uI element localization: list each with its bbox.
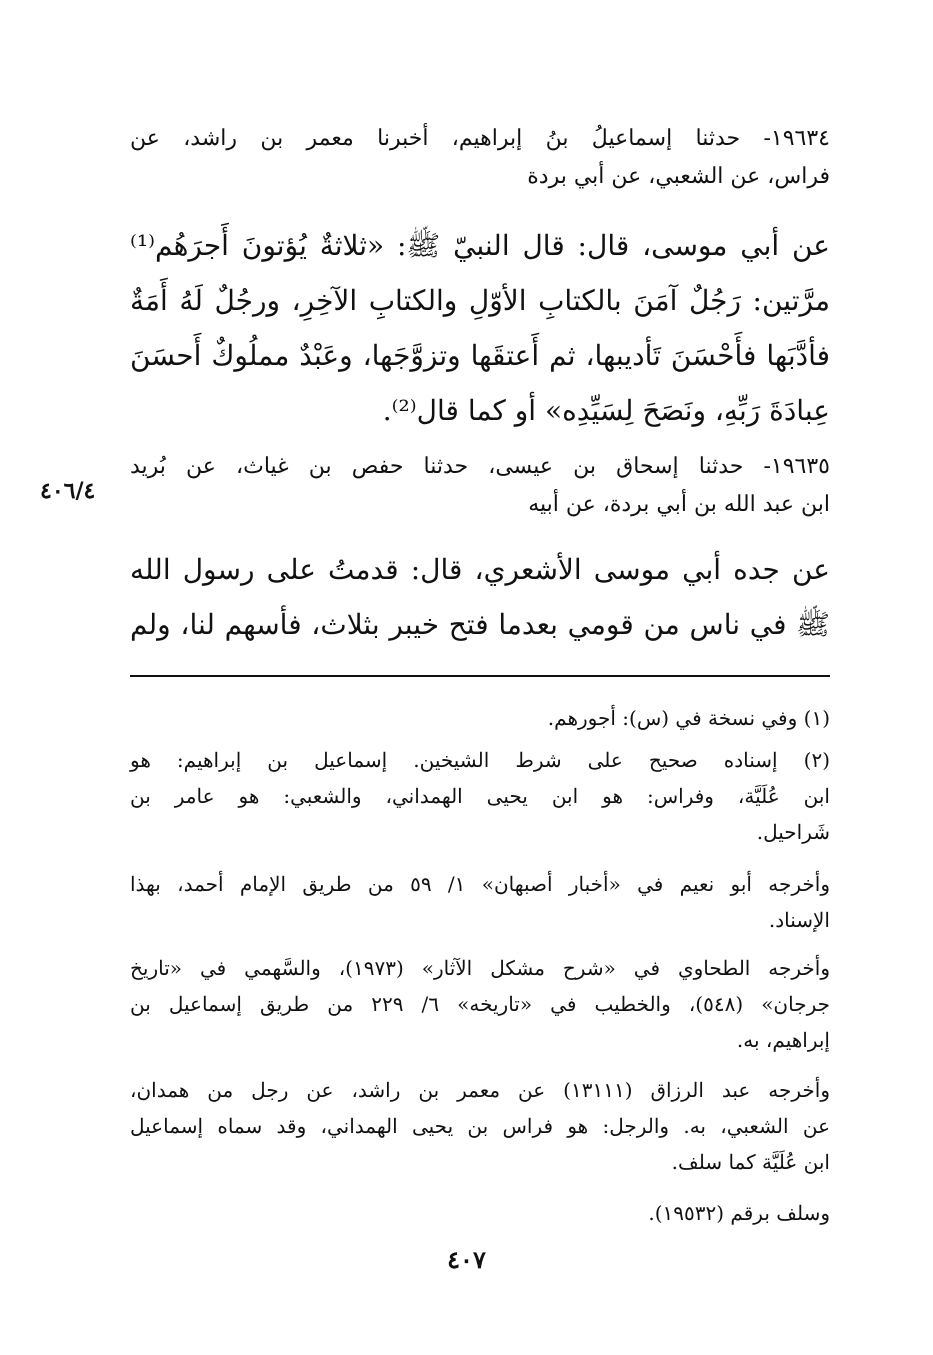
text-line: جرجان» (٥٤٨)، والخطيب في «تاريخه» ٦/ ٢٢٩ من طريق إسماعيل بن (130, 992, 830, 1016)
footnote-1 (130, 700, 830, 736)
text-line: (٢) إسناده صحيح على شرط الشيخين. إسماعيل بن إبراهيم: هو (130, 748, 830, 772)
text-line: ١٩٦٣٤- حدثنا إسماعيلُ بنُ إبراهيم، أخبرنا معمر بن راشد، عن (130, 126, 830, 151)
text-line: الإسناد. (768, 908, 830, 932)
text-line: ابن عُلَيَّة، وفراس: هو ابن يحيى الهمداني، والشعبي: هو عامر بن (130, 784, 830, 808)
footnote-2-para-2 (130, 866, 830, 938)
text-line: فراس، عن الشعبي، عن أبي بردة (527, 164, 830, 189)
text-line: عِبادَةَ رَبِّهِ، ونَصَحَ لِسَيِّدِه» أو كما قال⁽²⁾. (382, 394, 830, 427)
footnote-2-para-3 (130, 950, 830, 1058)
text-line: (١) وفي نسخة في (س): أجورهم. (547, 706, 830, 730)
hadith-19634-isnad (130, 120, 830, 196)
text-line: ﷺ في ناس من قومي بعدما فتح خيبر بثلاث، فأسهم لنا، ولم (130, 608, 830, 641)
text-line: عن الشعبي، به. والرجل: هو فراس بن يحيى الهمداني، وقد سماه إسماعيل (130, 1114, 830, 1138)
footnote-2-para-5 (130, 1195, 830, 1231)
hadith-19635-matn (130, 542, 830, 652)
text-line: ابن عُلَيَّة كما سلف. (671, 1150, 830, 1174)
margin-reference: ٤٠٦/٤ (40, 478, 96, 504)
page-number: ٤٠٧ (447, 1245, 486, 1274)
text-line: وأخرجه الطحاوي في «شرح مشكل الآثار» (١٩٧٣)، والسَّهمي في «تاريخ (130, 956, 831, 980)
footnote-2-para-4 (130, 1072, 830, 1180)
hadith-19634-matn (130, 218, 830, 438)
text-line: شَراحيل. (756, 820, 830, 844)
text-line: عن أبي موسى، قال: قال النبيّ ﷺ: «ثلاثةٌ يُؤتونَ أَجرَهُم⁽¹⁾ (130, 229, 830, 262)
text-line: ابن عبد الله بن أبي بردة، عن أبيه (528, 492, 830, 517)
text-line: عن جده أبي موسى الأشعري، قال: قدمتُ على رسول الله (130, 553, 830, 586)
text-line: ١٩٦٣٥- حدثنا إسحاق بن عيسى، حدثنا حفص بن غياث، عن بُريد (130, 454, 830, 479)
footnote-separator (130, 675, 830, 677)
text-line: وأخرجه أبو نعيم في «أخبار أصبهان» ١/ ٥٩ من طريق الإمام أحمد، بهذا (130, 872, 830, 896)
text-line: وأخرجه عبد الرزاق (١٣١١١) عن معمر بن راشد، عن رجل من همدان، (130, 1078, 830, 1102)
text-line: إبراهيم، به. (736, 1028, 830, 1052)
text-line: فأدَّبَها فأَحْسَنَ تَأديبها، ثم أَعتقَها وتزوَّجَها، وعَبْدٌ مملُوكٌ أَحسَنَ (130, 339, 830, 372)
text-line: مرَّتين: رَجُلٌ آمَنَ بالكتابِ الأوّلِ والكتابِ الآخِرِ، ورجُلٌ لَهُ أَمَةٌ (130, 284, 830, 317)
text-line: وسلف برقم (١٩٥٣٢). (648, 1201, 830, 1225)
footnote-2 (130, 742, 830, 850)
hadith-19635-isnad (130, 448, 830, 524)
